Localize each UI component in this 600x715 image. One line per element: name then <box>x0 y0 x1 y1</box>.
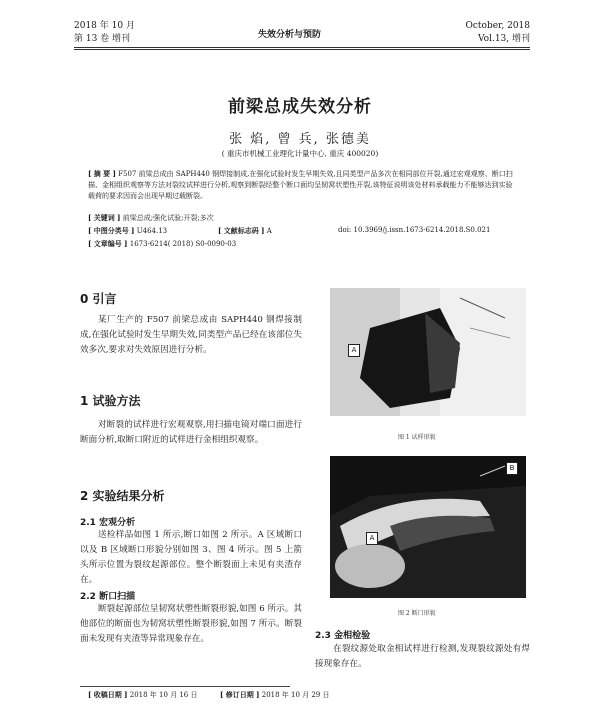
header-volume-en: Vol.13, 增刊 <box>477 34 530 44</box>
figure-1-caption: 图 1 试样形貌 <box>398 434 436 441</box>
clc <box>88 225 167 237</box>
revised-value: 2018 年 10 月 29 日 <box>261 691 330 699</box>
section-0-text: 某厂生产的 F507 前梁总成由 SAPH440 钢焊接制成,在强化试验时发生早期失效,同类型产品已经在该部位失效多次,要求对失效原因进行分析。 <box>80 315 302 355</box>
abstract-label: [ 摘 要 ] <box>88 169 116 178</box>
keywords-label: [ 关键词 ] <box>88 213 121 222</box>
header-volume: 第 13 卷 增刊 <box>74 34 131 44</box>
received-label: [ 收稿日期 ] <box>88 690 128 699</box>
section-2-2-text: 断裂起源部位呈韧窝状塑性断裂形貌,如图 6 所示。其他部位的断面也为韧窝状塑性断裂形貌,如图 7 所示。断裂面未发现有夹渣等异常现象存在。 <box>80 604 302 644</box>
header-date-en: October, 2018 <box>465 21 530 31</box>
received-value: 2018 年 10 月 16 日 <box>129 691 198 699</box>
section-2-2-title: 2.2 断口扫描 <box>80 592 136 602</box>
article-no-value: 1673-6214( 2018) S0-0090-03 <box>129 240 237 248</box>
section-2-1-title: 2.1 宏观分析 <box>80 518 136 528</box>
section-2-1-text: 送检样品如图 1 所示,断口如图 2 所示。A 区域断口以及 B 区域断口形貌分别如图 3、图 4 所示。图 5 上箭头所示位置为裂纹起源部位。整个断裂面上未见有夹渣存在。 <box>80 530 302 585</box>
section-0-title: 0 引言 <box>80 292 117 306</box>
header-rule-2 <box>74 49 530 50</box>
clc-label: [ 中图分类号 ] <box>88 226 135 235</box>
keywords <box>88 212 214 224</box>
figure-1-photo <box>330 288 526 416</box>
fracture-image <box>330 456 526 598</box>
revised-label: [ 修订日期 ] <box>220 690 260 699</box>
affiliation: ( 重庆市机械工业理化计量中心, 重庆 400020) <box>221 149 379 158</box>
figure-2-caption: 图 2 断口形貌 <box>398 610 436 617</box>
figure-2-label-a: A <box>366 532 378 545</box>
journal-name: 失效分析与预防 <box>258 30 322 40</box>
section-1-text: 对断裂的试样进行宏观观察,用扫描电镜对端口面进行断面分析,取断口附近的试样进行金相组织观察。 <box>80 420 302 445</box>
doi: doi: 10.3969/j.issn.1673-6214.2018.S0.021 <box>338 226 491 234</box>
figure-2-photo <box>330 456 526 598</box>
doc-code <box>218 225 272 237</box>
doc-value: A <box>266 227 272 235</box>
section-2-3-text: 在裂纹源处取金相试样进行检测,发现裂纹源处有焊接现象存在。 <box>315 644 530 669</box>
authors: 张 焰, 曾 兵, 张德美 <box>229 132 371 147</box>
figure-1-label-a: A <box>348 344 360 357</box>
doc-label: [ 文献标志码 ] <box>218 226 265 235</box>
abstract-text: F507 前梁总成由 SAPH440 钢焊接制成,在强化试验时发生早期失效,且同类型产品多次在相同部位开裂,通过宏观观察、断口扫描、金相组织观察等方法对裂纹试样进行分析,观察到断裂经整个断口面均呈韧窝状塑性开裂,该特征说明该处材料承载能力不能够达到实验载荷的要求因而会出现早期过载断裂。 <box>88 170 513 200</box>
section-1-title: 1 试验方法 <box>80 394 141 408</box>
footer-rule <box>80 686 290 687</box>
abstract <box>88 168 518 202</box>
section-2-title: 2 实验结果分析 <box>80 489 165 503</box>
article-number <box>88 238 236 250</box>
article-title: 前梁总成失效分析 <box>228 97 372 117</box>
revised-date <box>220 690 330 700</box>
received-date <box>88 690 198 700</box>
section-2-3-title: 2.3 金相检验 <box>315 631 371 641</box>
article-no-label: [ 文章编号 ] <box>88 239 128 248</box>
keywords-text: 前梁总成;强化试验;开裂;多次 <box>122 214 214 222</box>
header-rule <box>74 47 530 48</box>
figure-2-label-b: B <box>506 462 518 475</box>
header-date: 2018 年 10 月 <box>74 21 135 31</box>
clc-value: U464.13 <box>136 227 168 235</box>
